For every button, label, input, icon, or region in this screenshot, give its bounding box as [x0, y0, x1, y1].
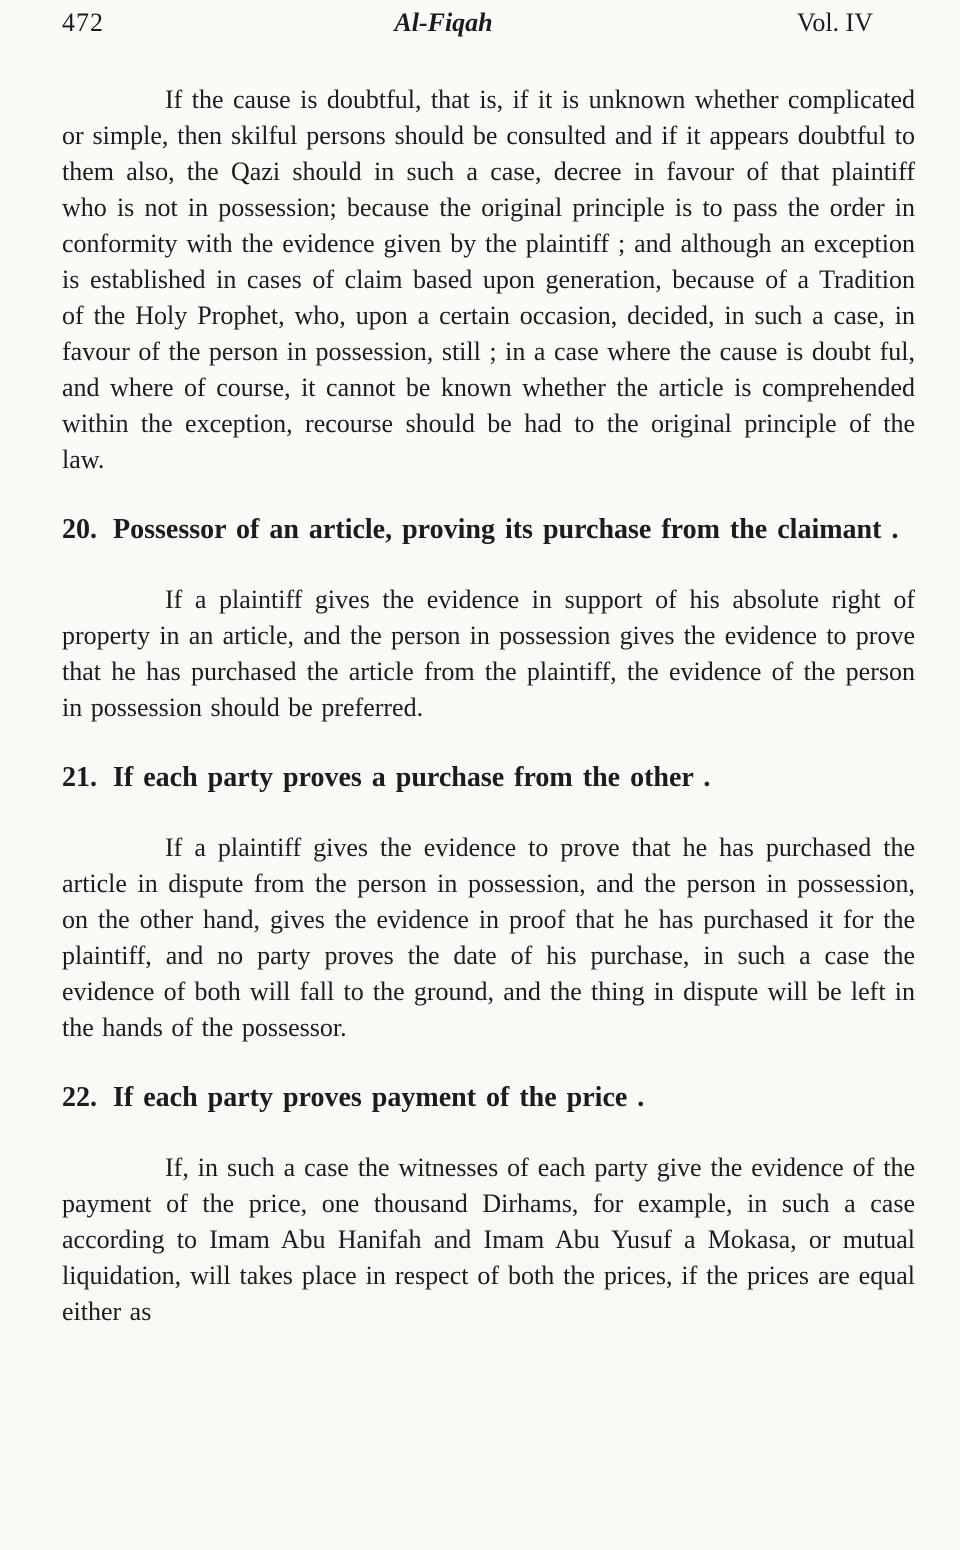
page-header [62, 6, 915, 40]
paragraph: If, in such a case the witnesses of each party give the evidence of the payment of the price, one thousand Dirhams, for example, in such a case according to Imam Abu Hanifah and Imam Abu Yusuf a Mokasa, or mutual liquidation, will takes place in respect of both the prices, if the prices are equal either as [62, 1153, 915, 1326]
section-heading [62, 1076, 915, 1120]
paragraph: If a plaintiff gives the evidence to prove that he has purchased the article in dispute from the person in possession, and the person in possession, on the other hand, gives the evidence in proof that he has purchased it for the plaintiff, and no party proves the date of his purchase, in such a case the evidence of both will fall to the ground, and the thing in dispute will be left in the hands of the possessor. [62, 833, 915, 1042]
section-title: Possessor of an article, proving its purchase from the claimant . [113, 514, 899, 545]
page-number: 472 [62, 8, 104, 37]
paragraph: If the cause is doubtful, that is, if it is unknown whether complicated or simple, then skilful persons should be consulted and if it appears doubtful to them also, the Qazi should in such a case, decree in favour of that plaintiff who is not in possession; because the original principle is to pass the order in conformity with the evidence given by the plaintiff ; and although an exception is established in cases of claim based upon generation, because of a Tradition of the Holy Prophet, who, upon a certain occasion, decided, in such a case, in favour of the person in possession, still ; in a case where the cause is doubt ful, and where of course, it cannot be known whether the article is comprehended within the exception, recourse should be had to the original principle of the law. [62, 85, 915, 474]
section-heading [62, 508, 915, 552]
volume-label: Vol. IV [796, 8, 873, 37]
section-number: 22. [62, 1082, 97, 1113]
running-title: Al-Fiqah [394, 8, 493, 37]
section-title: If each party proves a purchase from the other . [113, 762, 711, 793]
paragraph: If a plaintiff gives the evidence in support of his absolute right of property in an article, and the person in possession gives the evidence to prove that he has purchased the article from the plaintiff, the evidence of the person in possession should be preferred. [62, 585, 915, 722]
section-number: 20. [62, 514, 97, 545]
section-heading [62, 756, 915, 800]
section-number: 21. [62, 762, 97, 793]
page-body [62, 82, 915, 1330]
section-title: If each party proves payment of the price . [113, 1082, 645, 1113]
